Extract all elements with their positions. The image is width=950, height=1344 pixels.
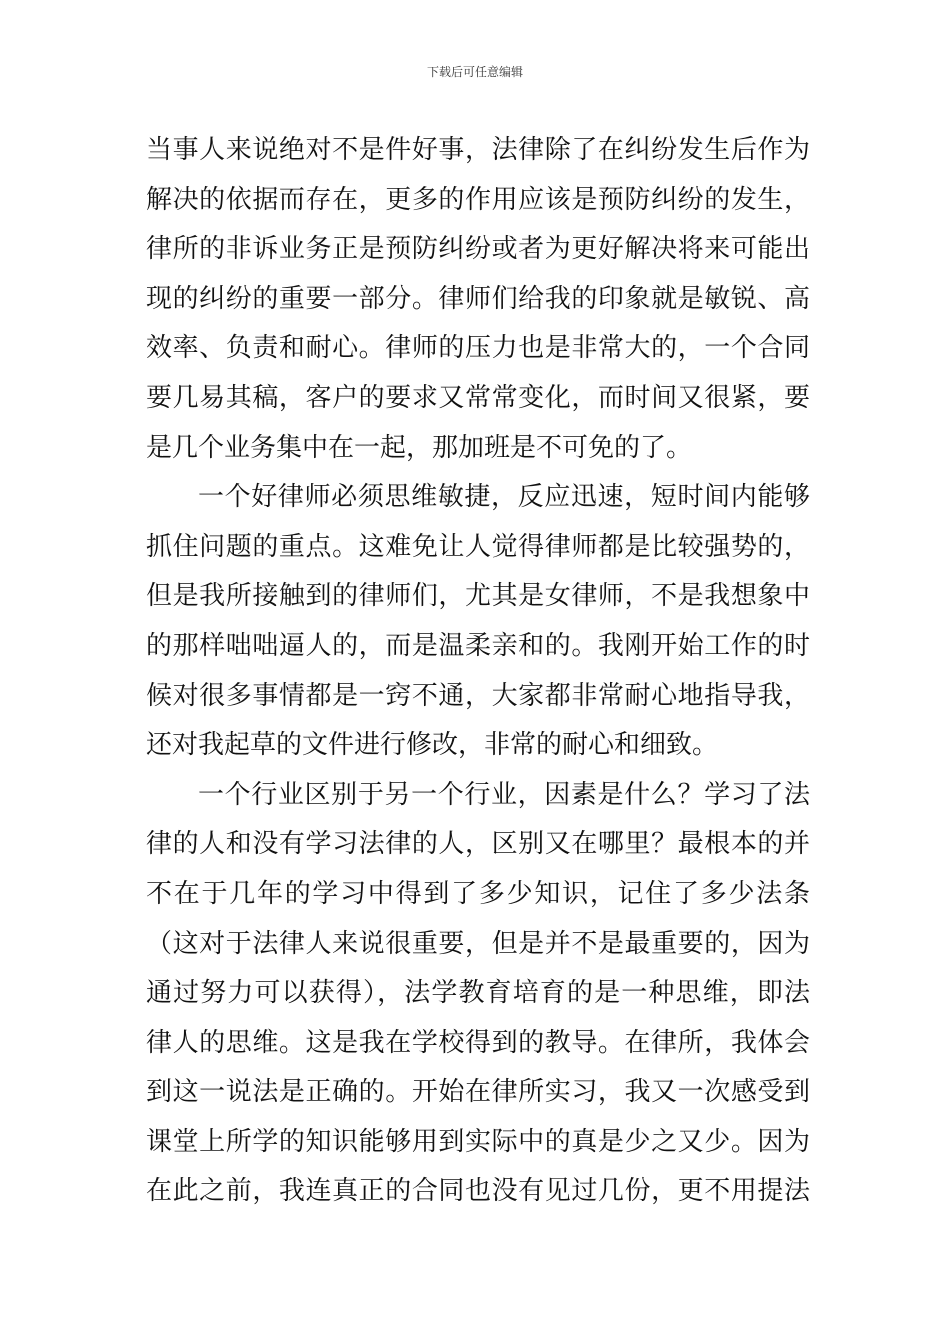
text-line: 律所的非诉业务正是预防纠纷或者为更好解决将来可能出 (146, 234, 810, 265)
text-line: 通过努力可以获得），法学教育培育的是一种思维，即法 (146, 978, 810, 1009)
text-line: （这对于法律人来说很重要，但是并不是最重要的，因为 (146, 928, 810, 959)
text-line: 但是我所接触到的律师们，尤其是女律师，不是我想象中 (146, 581, 810, 612)
text-line: 解决的依据而存在，更多的作用应该是预防纠纷的发生， (146, 184, 810, 215)
text-line: 现的纠纷的重要一部分。律师们给我的印象就是敏锐、高 (146, 283, 810, 314)
text-line: 律的人和没有学习法律的人，区别又在哪里？最根本的并 (146, 829, 810, 860)
text-line: 律人的思维。这是我在学校得到的教导。在律所，我体会 (146, 1027, 810, 1058)
text-line: 效率、负责和耐心。律师的压力也是非常大的，一个合同 (146, 333, 810, 364)
text-line: 还对我起草的文件进行修改，非常的耐心和细致。 (146, 730, 719, 761)
text-line: 到这一说法是正确的。开始在律所实习，我又一次感受到 (146, 1077, 810, 1108)
text-line: 是几个业务集中在一起，那加班是不可免的了。 (146, 432, 693, 463)
text-line: 当事人来说绝对不是件好事，法律除了在纠纷发生后作为 (146, 135, 810, 165)
text-line: 一个好律师必须思维敏捷，反应迅速，短时间内能够 (198, 482, 810, 513)
text-line: 课堂上所学的知识能够用到实际中的真是少之又少。因为 (146, 1126, 810, 1157)
document-body (146, 126, 810, 1217)
page-header: 下载后可任意编辑 (426, 65, 523, 79)
text-line: 在此之前，我连真正的合同也没有见过几份，更不用提法 (146, 1176, 810, 1207)
text-line: 要几易其稿，客户的要求又常常变化，而时间又很紧，要 (146, 382, 810, 413)
text-line: 抓住问题的重点。这难免让人觉得律师都是比较强势的， (146, 531, 810, 562)
text-line: 不在于几年的学习中得到了多少知识，记住了多少法条 (146, 878, 810, 909)
text-line: 一个行业区别于另一个行业，因素是什么？学习了法 (198, 779, 810, 810)
text-line: 的那样咄咄逼人的，而是温柔亲和的。我刚开始工作的时 (146, 630, 810, 661)
text-line: 候对很多事情都是一窍不通，大家都非常耐心地指导我， (146, 680, 810, 711)
